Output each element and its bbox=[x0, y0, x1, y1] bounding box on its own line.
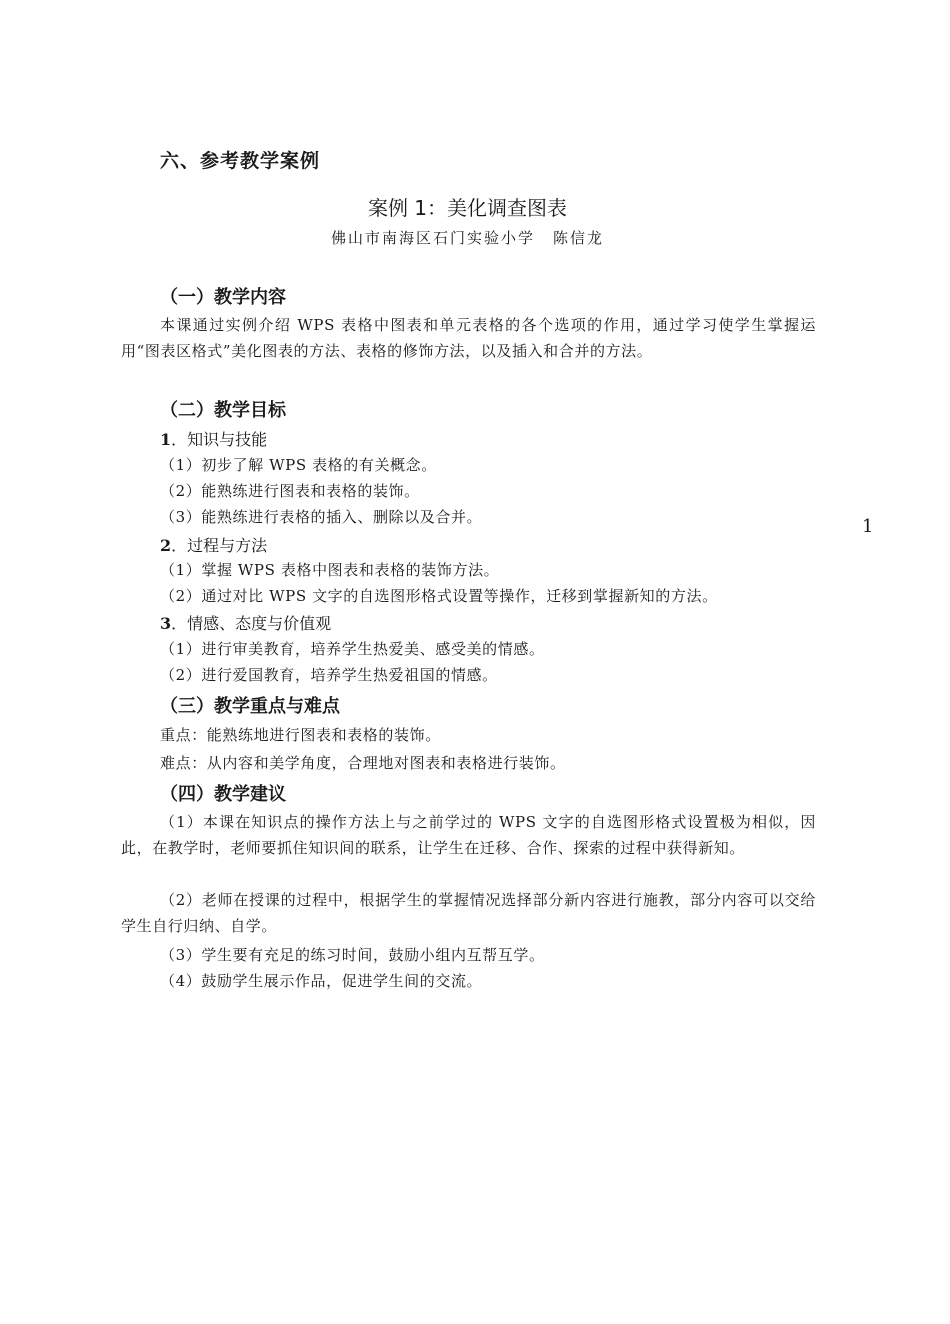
difficulty-line: 难点：从内容和美学角度，合理地对图表和表格进行装饰。 bbox=[160, 754, 566, 772]
school-name: 佛山市南海区石门实验小学 bbox=[330, 229, 535, 247]
subheading-process-methods bbox=[160, 533, 267, 556]
list-item: （1）初步了解 WPS 表格的有关概念。 bbox=[160, 456, 437, 474]
list-item: （2）能熟练进行图表和表格的装饰。 bbox=[160, 482, 420, 500]
page-number: 1 bbox=[862, 516, 874, 537]
paragraph-teaching-content: 本课通过实例介绍 WPS 表格中图表和单元表格的各个选项的作用，通过学习使学生掌握运用“图表区格式”美化图表的方法、表格的修饰方法，以及插入和合并的方法。 bbox=[121, 316, 816, 360]
subheading-text: ．知识与技能 bbox=[171, 430, 268, 449]
suggestion-paragraph: （2）老师在授课的过程中，根据学生的掌握情况选择部分新内容进行施教，部分内容可以交给学生自行归纳、自学。 bbox=[121, 891, 816, 935]
list-item: （3）能熟练进行表格的插入、删除以及合并。 bbox=[160, 508, 483, 526]
heading-teaching-content: （一）教学内容 bbox=[160, 287, 286, 308]
list-item: （1）掌握 WPS 表格中图表和表格的装饰方法。 bbox=[160, 561, 500, 579]
author-name: 陈信龙 bbox=[553, 229, 605, 247]
section-title: 六、参考教学案例 bbox=[160, 150, 321, 172]
suggestion-line: （4）鼓励学生展示作品，促进学生间的交流。 bbox=[160, 972, 483, 990]
list-item: （1）进行审美教育，培养学生热爱美、感受美的情感。 bbox=[160, 640, 545, 658]
subheading-knowledge-skills bbox=[160, 427, 267, 450]
case-author-line bbox=[0, 227, 935, 248]
subheading-number: 3 bbox=[160, 614, 172, 633]
subheading-emotion-values bbox=[160, 611, 331, 634]
subheading-number: 2 bbox=[160, 536, 172, 555]
list-item: （2）通过对比 WPS 文字的自选图形格式设置等操作，迁移到掌握新知的方法。 bbox=[160, 587, 718, 605]
heading-key-difficulties: （三）教学重点与难点 bbox=[160, 696, 340, 717]
suggestion-paragraph: （1）本课在知识点的操作方法上与之前学过的 WPS 文字的自选图形格式设置极为相似，因此，在教学时，老师要抓住知识间的联系，让学生在迁移、合作、探索的过程中获得新知。 bbox=[121, 813, 816, 857]
subheading-text: ．过程与方法 bbox=[171, 536, 268, 555]
suggestion-line: （3）学生要有充足的练习时间，鼓励小组内互帮互学。 bbox=[160, 946, 545, 964]
list-item: （2）进行爱国教育，培养学生热爱祖国的情感。 bbox=[160, 666, 498, 684]
subheading-number: 1 bbox=[160, 430, 172, 449]
key-point-line: 重点：能熟练地进行图表和表格的装饰。 bbox=[160, 726, 441, 744]
heading-teaching-suggestions: （四）教学建议 bbox=[160, 784, 286, 805]
case-title: 案例 1：美化调查图表 bbox=[367, 196, 568, 220]
subheading-text: ．情感、态度与价值观 bbox=[171, 614, 332, 633]
heading-teaching-goals: （二）教学目标 bbox=[160, 400, 286, 421]
